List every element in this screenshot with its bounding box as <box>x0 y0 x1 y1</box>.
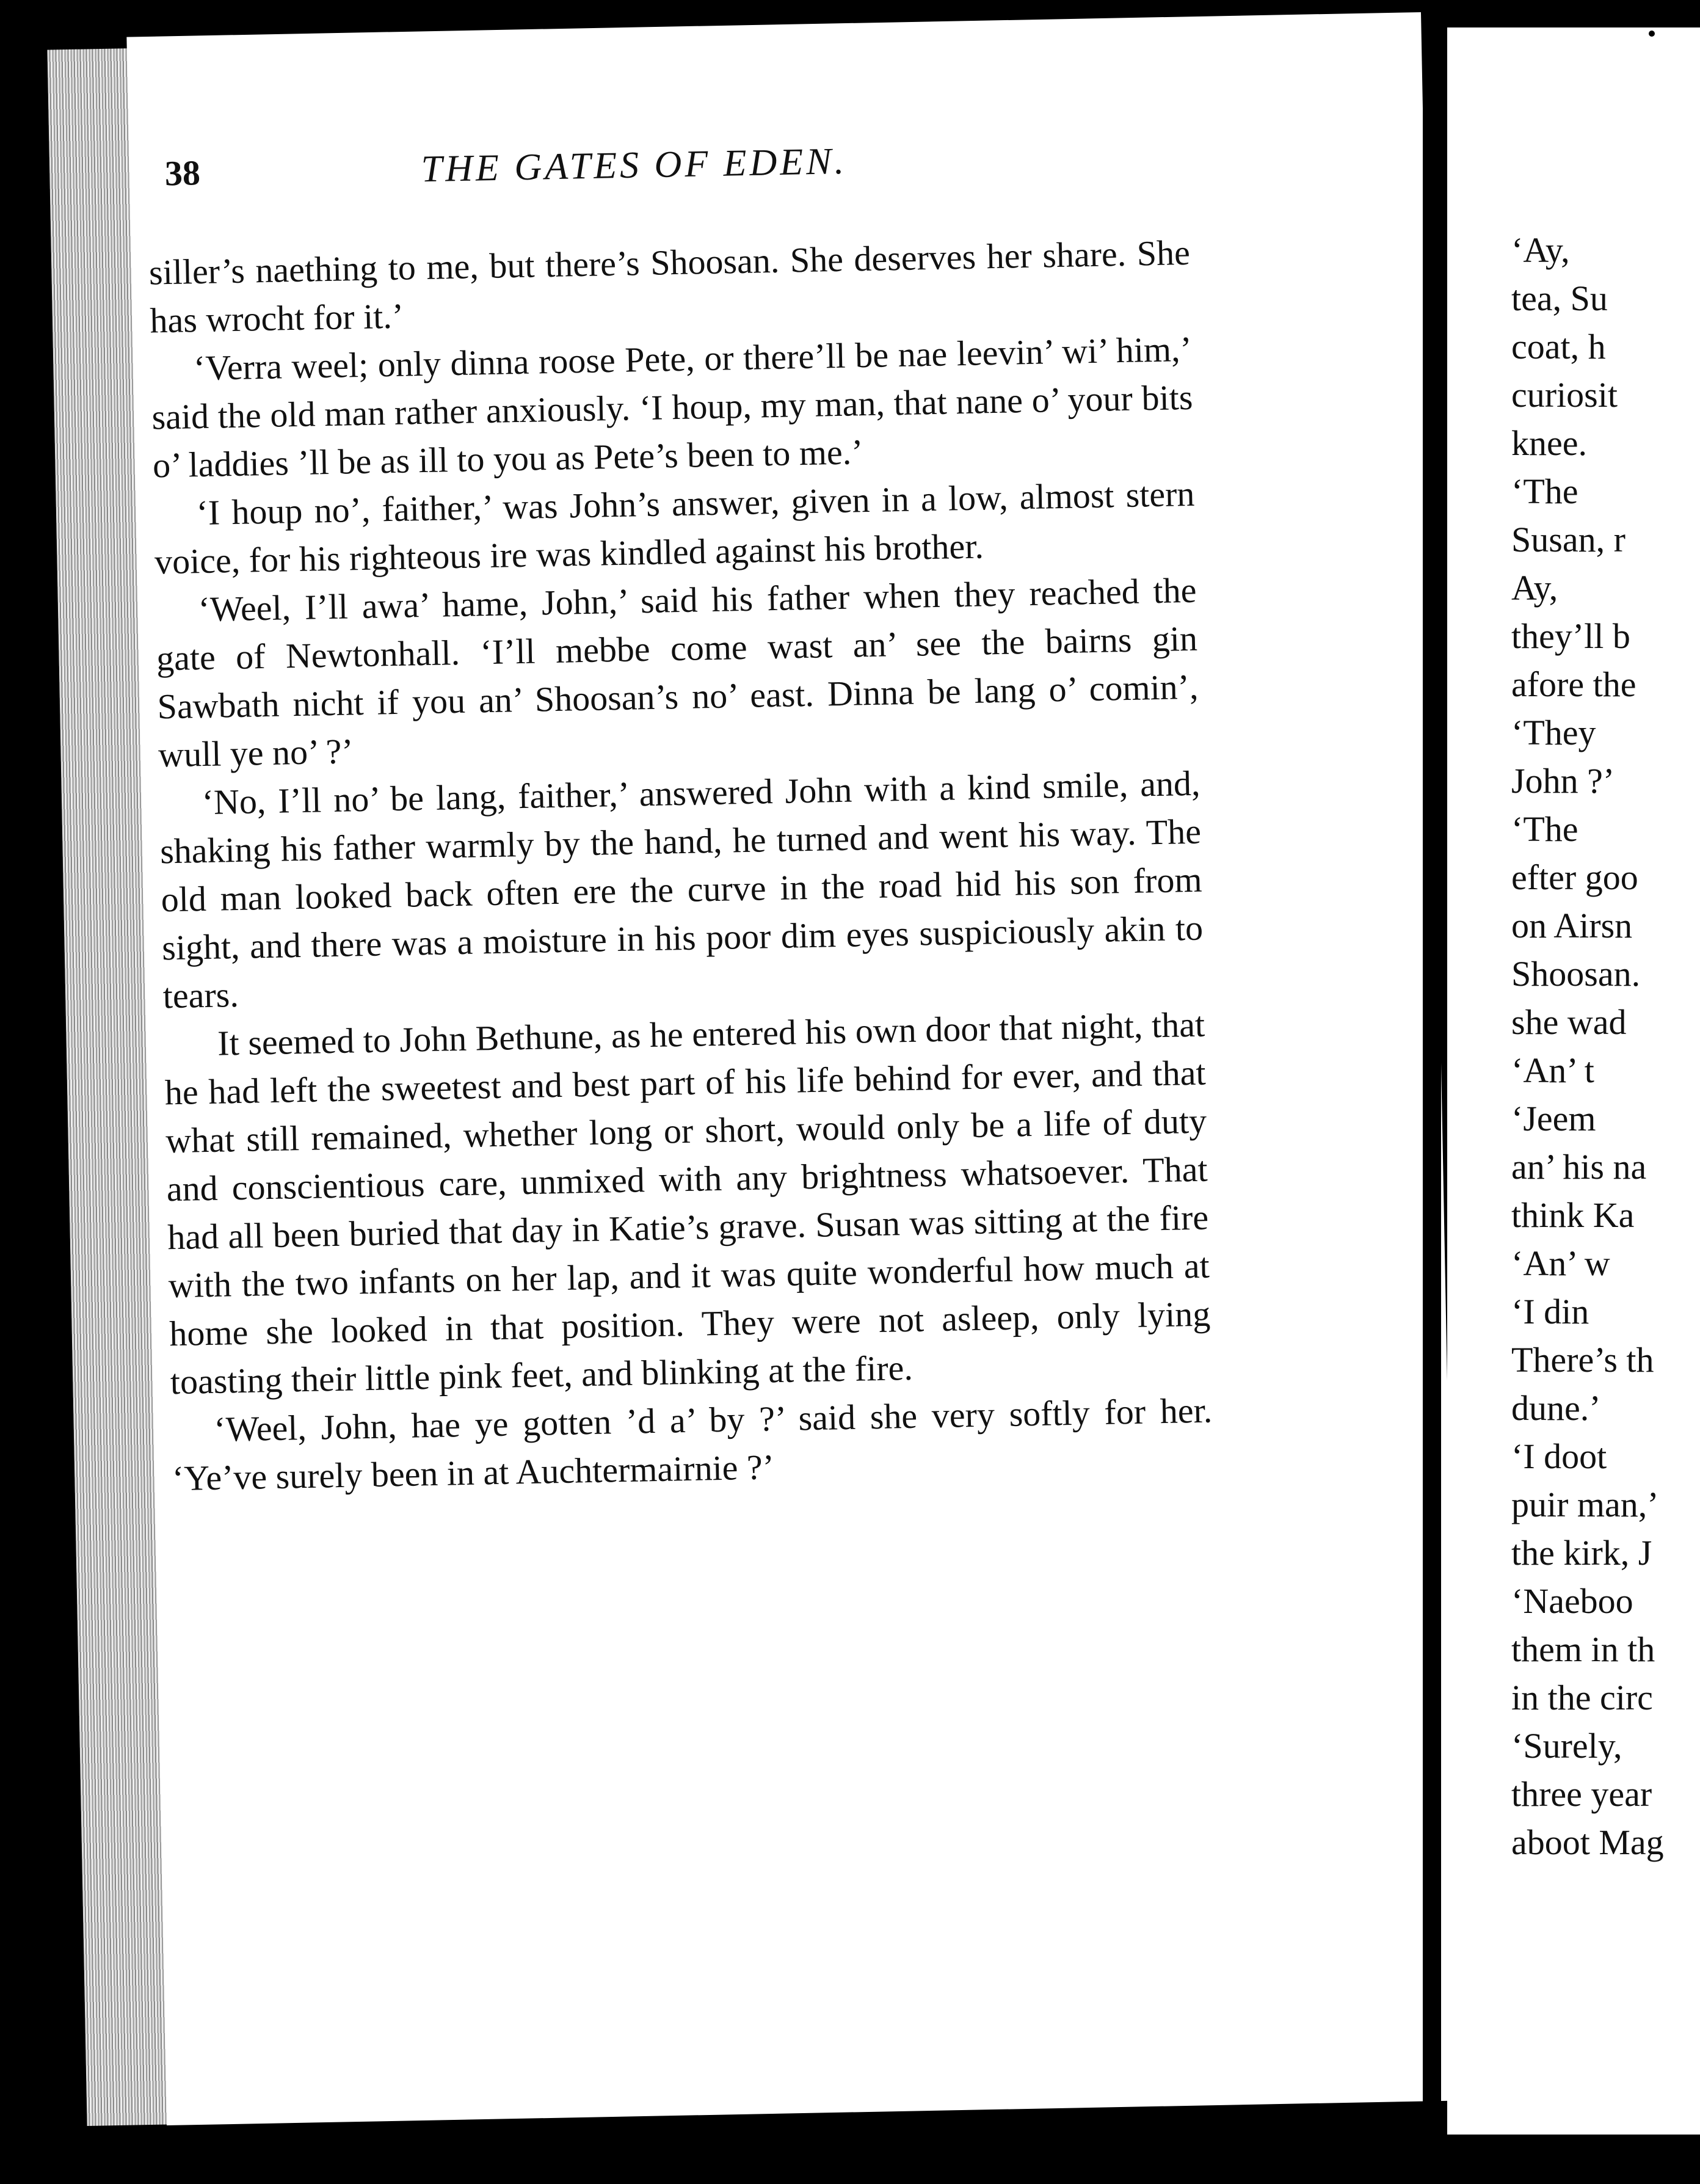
facing-line: puir man,’ <box>1511 1485 1659 1524</box>
facing-line: John ?’ <box>1511 761 1615 801</box>
facing-line: they’ll b <box>1511 616 1630 656</box>
facing-line: in the circ <box>1511 1678 1653 1717</box>
facing-line: them in th <box>1511 1629 1655 1669</box>
scan-speck <box>1649 31 1655 37</box>
paragraph: It seemed to John Bethune, as he entered his own door that night, that he had left the sweetest and best part of his life behind for ever, and that what still remained, whether long or short, would only be a life of duty and conscientious care, unmixed with any brightness whatsoever. That had all been buried that day in Katie’s grave. Susan was sitting at the fire with the two infants on her lap, and it was quite wonderful how much at home she looked in that position. They were not asleep, only lying toasting their little pink feet, and blinking at the fire. <box>164 1004 1211 1402</box>
paragraph: siller’s naething to me, but there’s Shoosan. She deserves her share. She has wrocht for it.’ <box>148 232 1191 341</box>
facing-line: efter goo <box>1511 857 1638 897</box>
facing-line: three year <box>1511 1774 1652 1814</box>
facing-line: on Airsn <box>1511 906 1633 945</box>
facing-line: ‘Surely, <box>1511 1726 1622 1766</box>
facing-line: curiosit <box>1511 375 1618 415</box>
body-text <box>148 228 1213 1502</box>
facing-line: ‘Jeem <box>1511 1099 1596 1138</box>
facing-line: ‘They <box>1511 713 1596 752</box>
book-gutter <box>1423 18 1441 2174</box>
paragraph: ‘I houp no’, faither,’ was John’s answer, given in a low, almost stern voice, for his righteous ire was kindled against his brother. <box>154 473 1195 582</box>
facing-line: ‘I din <box>1511 1292 1589 1331</box>
facing-line: Ay, <box>1511 568 1558 608</box>
paragraph: ‘No, I’ll no’ be lang, faither,’ answered John with a kind smile, and, shaking his father warmly by the hand, he turned and went his way. The old man looked back often ere the curve in the road hid his son from sight, and there was a moisture in his poor dim eyes suspiciously akin to tears. <box>159 763 1204 1016</box>
facing-line: aboot Mag <box>1511 1822 1664 1862</box>
facing-line: ‘Naeboo <box>1511 1581 1633 1621</box>
facing-line: ‘The <box>1511 809 1578 849</box>
page-number: 38 <box>164 153 201 194</box>
facing-line: dune.’ <box>1511 1388 1601 1428</box>
facing-line: coat, h <box>1511 327 1606 366</box>
facing-line: an’ his na <box>1511 1147 1647 1187</box>
facing-line: There’s th <box>1511 1340 1654 1380</box>
paragraph: ‘Weel, I’ll awa’ hame, John,’ said his father when they reached the gate of Newtonhall. ‘I’ll mebbe come wast an’ see the bairns gin Sawbath nicht if you an’ Shoosan’s no’ east. Dinna be lang o’ comin’, wull ye no’ ?’ <box>156 570 1199 775</box>
facing-line: afore the <box>1511 664 1636 704</box>
facing-line: Susan, r <box>1511 520 1626 559</box>
facing-line: the kirk, J <box>1511 1533 1652 1573</box>
running-head: THE GATES OF EDEN. <box>421 140 848 191</box>
facing-line: tea, Su <box>1511 278 1608 318</box>
facing-line: ‘The <box>1511 471 1578 511</box>
facing-page-text <box>1511 226 1700 1866</box>
facing-line: ‘An’ w <box>1511 1243 1610 1283</box>
facing-line: ‘An’ t <box>1511 1050 1594 1090</box>
paragraph: ‘Weel, John, hae ye gotten ’d a’ by ?’ said she very softly for her. ‘Ye’ve surely been in at Auchtermairnie ?’ <box>172 1390 1213 1499</box>
paragraph: ‘Verra weel; only dinna roose Pete, or there’ll be nae leevin’ wi’ him,’ said the old man rather anxiously. ‘I houp, my man, that nane o’ your bits o’ laddies ’ll be as ill to you as Pete’s been to me.’ <box>151 329 1193 486</box>
facing-line: think Ka <box>1511 1195 1635 1235</box>
facing-line: ‘Ay, <box>1511 230 1570 270</box>
facing-line: she wad <box>1511 1002 1627 1042</box>
facing-line: knee. <box>1511 423 1587 463</box>
facing-line: ‘I doot <box>1511 1436 1607 1476</box>
facing-line: Shoosan. <box>1511 954 1641 994</box>
